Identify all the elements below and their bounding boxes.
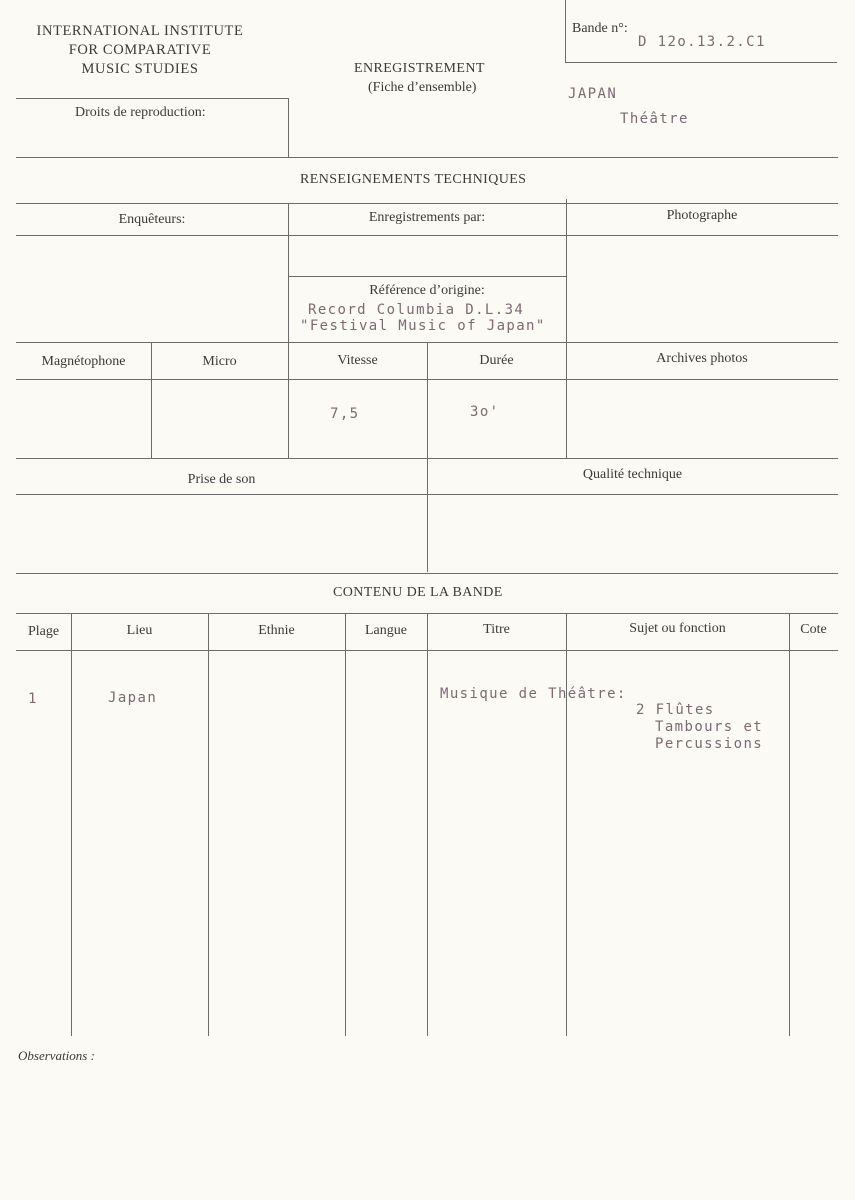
rights-bottom-line xyxy=(16,157,838,158)
country-value: JAPAN xyxy=(568,86,618,102)
prise-header-bottom xyxy=(16,494,838,495)
magnetophone-label: Magnétophone xyxy=(41,354,126,369)
form-title: ENREGISTREMENT xyxy=(354,61,485,76)
equipment-header-bottom xyxy=(16,379,838,380)
col-sujet: Sujet ou fonction xyxy=(629,621,726,636)
col-langue: Langue xyxy=(365,623,407,638)
duree-label: Durée xyxy=(479,353,514,368)
prise-divider xyxy=(427,458,428,572)
rights-top-line xyxy=(16,98,288,99)
contents-divider-5 xyxy=(566,613,567,1036)
enqueteurs-label: Enquêteurs: xyxy=(118,212,186,227)
row-titre: Musique de Théâtre: xyxy=(440,686,627,702)
col-lieu: Lieu xyxy=(126,623,153,638)
contents-divider-6 xyxy=(789,613,790,1036)
equip-divider-1 xyxy=(151,342,152,458)
contents-divider-2 xyxy=(208,613,209,1036)
reference-label: Référence d’origine: xyxy=(369,283,485,298)
row-lieu: Japan xyxy=(108,690,158,706)
micro-label: Micro xyxy=(202,354,237,369)
qualite-technique-label: Qualité technique xyxy=(582,467,683,482)
rights-label: Droits de reproduction: xyxy=(75,105,206,120)
contents-divider-4 xyxy=(427,613,428,1036)
row-sujet-line-2: Tambours et xyxy=(655,719,764,735)
bande-box-bottom xyxy=(565,62,837,63)
technical-section-title: RENSEIGNEMENTS TECHNIQUES xyxy=(300,172,527,187)
archives-photos-label: Archives photos xyxy=(656,351,748,366)
tech-divider-1 xyxy=(288,203,289,343)
tech-divider-2 xyxy=(566,199,567,343)
form-subtitle: (Fiche d’ensemble) xyxy=(368,80,477,95)
bande-value: D 12o.13.2.C1 xyxy=(638,34,766,50)
equip-divider-4 xyxy=(566,342,567,458)
duree-value: 3o' xyxy=(470,404,500,420)
reference-line-2: "Festival Music of Japan" xyxy=(300,318,546,334)
equip-divider-2 xyxy=(288,342,289,458)
col-cote: Cote xyxy=(800,622,827,637)
contents-divider-3 xyxy=(345,613,346,1036)
photographe-label: Photographe xyxy=(666,208,738,223)
col-plage: Plage xyxy=(27,624,60,639)
row-sujet-line-3: Percussions xyxy=(655,736,764,752)
col-titre: Titre xyxy=(483,622,510,637)
tech-header-bottom xyxy=(16,235,838,236)
rights-divider xyxy=(288,98,289,158)
institute-line-2: FOR COMPARATIVE xyxy=(68,42,212,58)
row-sujet-line-1: 2 Flûtes xyxy=(636,702,715,718)
bande-label: Bande n°: xyxy=(572,21,628,36)
institute-name xyxy=(16,22,264,79)
bande-box-left xyxy=(565,0,566,62)
genre-value: Théâtre xyxy=(620,111,689,127)
prise-de-son-label: Prise de son xyxy=(187,472,256,487)
col-ethnie: Ethnie xyxy=(258,623,295,638)
vitesse-value: 7,5 xyxy=(330,406,360,422)
technical-bottom-line xyxy=(16,573,838,574)
institute-line-3: MUSIC STUDIES xyxy=(81,61,199,77)
technical-top-line xyxy=(16,203,838,204)
row-plage: 1 xyxy=(28,691,38,707)
equip-divider-3 xyxy=(427,342,428,458)
reference-line-1: Record Columbia D.L.34 xyxy=(308,302,525,318)
reference-top-line xyxy=(288,276,566,277)
enregistrements-label: Enregistrements par: xyxy=(368,210,486,225)
observations-label: Observations : xyxy=(18,1048,95,1063)
institute-line-1: INTERNATIONAL INSTITUTE xyxy=(36,23,244,39)
contents-section-title: CONTENU DE LA BANDE xyxy=(333,585,503,600)
vitesse-label: Vitesse xyxy=(337,353,378,368)
contents-divider-1 xyxy=(71,613,72,1036)
